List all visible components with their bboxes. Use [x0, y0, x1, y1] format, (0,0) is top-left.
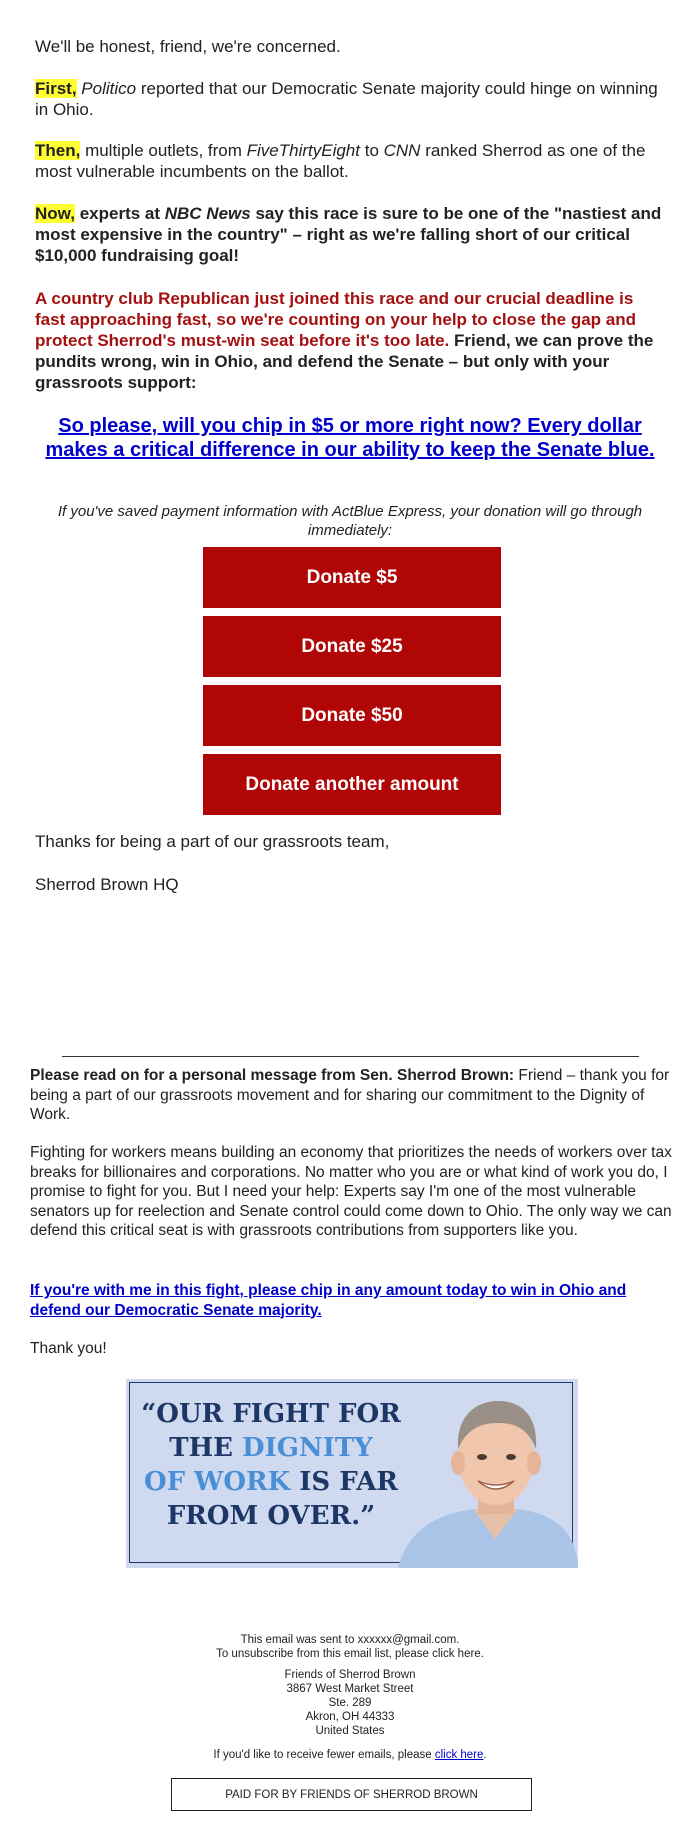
quote-of-work: OF WORK — [144, 1467, 291, 1497]
personal-message — [30, 1066, 675, 1125]
politico-source: Politico — [81, 79, 137, 98]
quote-line-1: OUR FIGHT FOR — [156, 1399, 401, 1429]
quote-dignity: DIGNITY — [242, 1433, 373, 1463]
personal-lead-rest: Friend – thank you for being a part of our grassroots movement and for sharing our commitment to the Dignity of Work. — [30, 1067, 670, 1123]
paid-for-box: PAID FOR BY FRIENDS OF SHERROD BROWN — [171, 1778, 532, 1811]
footer-org: Friends of Sherrod Brown — [284, 1669, 416, 1681]
personal-lead: Please read on for a personal message from Sen. Sherrod Brown: — [30, 1067, 515, 1084]
urgent-paragraph — [35, 288, 665, 393]
cta-link[interactable]: So please, will you chip in $5 or more right now? Every dollar makes a critical difference in our ability to keep the Senate blue. — [45, 415, 655, 461]
personal-link[interactable]: If you're with me in this fight, please chip in any amount today to win in Ohio and defend our Democratic Senate majority. — [30, 1282, 627, 1319]
footer-city: Akron, OH 44333 — [305, 1711, 395, 1723]
open-quote-mark: “ — [141, 1399, 157, 1429]
section-divider — [62, 1056, 639, 1057]
donate-50-button[interactable]: Donate $50 — [203, 685, 501, 746]
footer-country: United States — [315, 1725, 385, 1737]
quote-line-4: FROM OVER. — [166, 1501, 361, 1531]
express-note: If you've saved payment information with ActBlue Express, your donation will go through immediately: — [57, 503, 643, 539]
then-pre: multiple outlets, from — [80, 141, 247, 160]
now-highlight: Now, — [35, 204, 75, 223]
now-text: say this race is sure to be one of the "nastiest and most expensive in the country" – right as we're falling short of our critical $10,000 fundraising goal! — [35, 204, 662, 265]
intro-paragraph: We'll be honest, friend, we're concerned. — [35, 37, 341, 56]
then-highlight: Then, — [35, 141, 81, 160]
fewer-emails-link[interactable]: click here — [434, 1749, 484, 1761]
personal-link-paragraph — [30, 1281, 675, 1320]
donate-5-button[interactable]: Donate $5 — [203, 547, 501, 608]
portrait-ear-right — [527, 1451, 541, 1475]
first-highlight: First, — [35, 79, 77, 98]
quote-banner — [126, 1379, 578, 1568]
footer-email: xxxxxx@gmail.com — [357, 1634, 457, 1646]
then-paragraph — [35, 140, 665, 182]
footer-suite: Ste. 289 — [328, 1697, 372, 1709]
footer-fewer-emails — [0, 1748, 700, 1762]
quote-is-far: IS FAR — [290, 1467, 398, 1497]
donate-other-button[interactable]: Donate another amount — [203, 754, 501, 815]
thanks-text: Thanks for being a part of our grassroots team, — [35, 832, 390, 851]
quote-the: THE — [169, 1433, 243, 1463]
portrait-eye-right — [506, 1454, 516, 1460]
footer-unsubscribe[interactable]: To unsubscribe from this email list, please click here. — [216, 1648, 484, 1660]
then-mid: to — [360, 141, 384, 160]
signoff-text: Sherrod Brown HQ — [35, 875, 179, 894]
footer-fewer-pre: If you'd like to receive fewer emails, please — [213, 1749, 435, 1761]
senator-portrait — [378, 1379, 578, 1568]
then-text: ranked Sherrod as one of the most vulnerable incumbents on the ballot. — [35, 141, 646, 181]
urgent-red-text: A country club Republican just joined this race and our crucial deadline is fast approaching fast, so we're counting on your help to close the gap and protect Sherrod's must-win seat before it's too late. — [35, 289, 637, 350]
fivethirtyeight-source: FiveThirtyEight — [246, 141, 360, 160]
footer-sent-pre: This email was sent to — [240, 1634, 358, 1646]
first-text: reported that our Democratic Senate majority could hinge on winning in Ohio. — [35, 79, 658, 119]
portrait-ear-left — [451, 1451, 465, 1475]
banner-quote — [136, 1397, 406, 1533]
personal-lead-paragraph — [30, 1066, 675, 1125]
footer-sent-post: . — [456, 1634, 460, 1646]
personal-body: Fighting for workers means building an economy that prioritizes the needs of workers over tax breaks for billionaires and corporations. No matter who you are or what kind of work you do, I promise to fight for you. But I need your help: Experts say I'm one of the most vulnerable senators up for reelection and Senate control could come down to Ohio. The only way we can defend this critical seat is with grassroots contributions from supporters like you. — [30, 1144, 672, 1239]
donate-25-button[interactable]: Donate $25 — [203, 616, 501, 677]
footer-street: 3867 West Market Street — [286, 1683, 414, 1695]
first-paragraph — [35, 78, 665, 120]
cnn-source: CNN — [383, 141, 421, 160]
footer-fewer-post: . — [483, 1749, 487, 1761]
close-quote-mark: ” — [360, 1501, 376, 1531]
now-pre: experts at — [74, 204, 165, 223]
now-paragraph — [35, 203, 665, 266]
urgent-black-text: Friend, we can prove the pundits wrong, win in Ohio, and defend the Senate – but only with your grassroots support: — [35, 331, 654, 392]
thank-you-text: Thank you! — [30, 1340, 107, 1357]
portrait-eye-left — [477, 1454, 487, 1460]
footer-sent — [0, 1633, 700, 1647]
nbc-source: NBC News — [164, 204, 251, 223]
